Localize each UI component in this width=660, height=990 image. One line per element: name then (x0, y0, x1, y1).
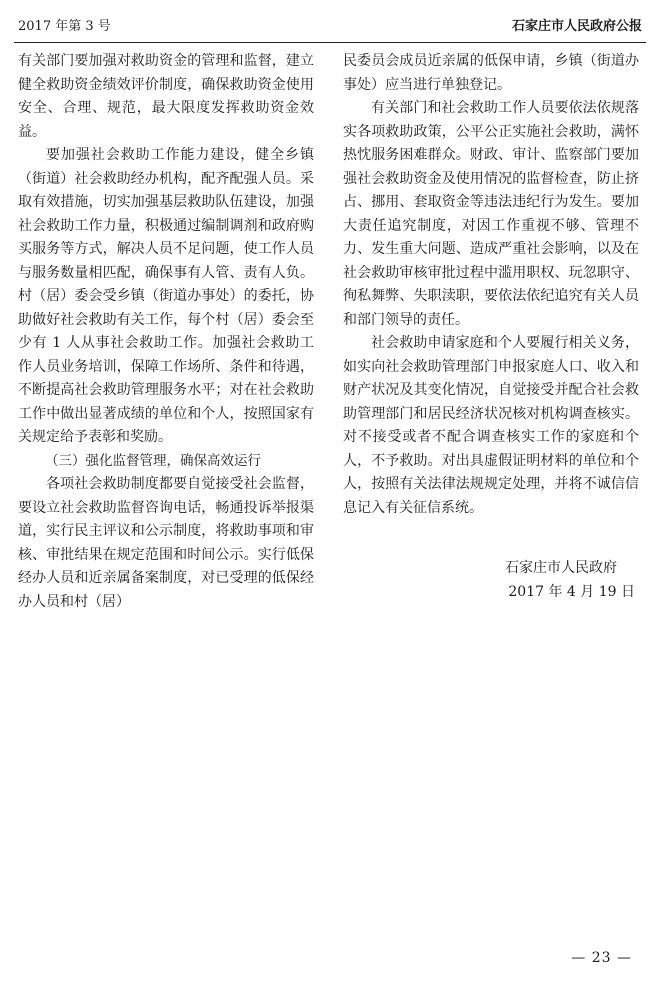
paragraph-continuation: 民委员会成员近亲属的低保申请，乡镇（街道办事处）应当进行单独登记。 (343, 53, 639, 93)
paragraph-social-supervision: 各项社会救助制度都要自觉接受社会监督，要设立社会救助监督咨询电话，畅通投诉举报渠道，实行民主评议和公示制度，将救助事项和审核、审批结果在规定范围和时间公示。实行低保经办人员和近亲属备案制度，对已受理的低保经办人员和村（居） (18, 476, 314, 610)
right-column (343, 50, 639, 604)
signature-block (343, 556, 639, 604)
publication-title: 石家庄市人民政府公报 (511, 19, 642, 34)
page-header (14, 16, 646, 40)
section-heading-supervision: （三）强化监督管理，确保高效运行 (45, 452, 261, 469)
header-rule (14, 42, 646, 43)
left-column (18, 50, 314, 614)
signature-date: 2017 年 4 月 19 日 (508, 584, 635, 600)
paragraph-applicant-obligations: 社会救助申请家庭和个人要履行相关义务，如实向社会救助管理部门申报家庭人口、收入和财产状况及其变化情况，自觉接受并配合社会救助管理部门和居民经济状况核对机构调查核实。对不接受或者不配合调查核实工作的家庭和个人，不予救助。对出具虚假证明材料的单位和个人，按照有关法律法规规定处理，并将不诚信信息记入有关征信系统。 (343, 335, 639, 516)
page-number: — 23 — (571, 950, 632, 966)
paragraph-funds-supervision: 有关部门要加强对救助资金的管理和监督，建立健全救助资金绩效评价制度，确保救助资金使用安全、合理、规范，最大限度发挥救助资金效益。 (18, 53, 314, 140)
signature-authority: 石家庄市人民政府 (505, 560, 617, 576)
paragraph-capacity-building: 要加强社会救助工作能力建设，健全乡镇（街道）社会救助经办机构，配齐配强人员。采取有效措施，切实加强基层救助队伍建设，加强社会救助工作力量，积极通过编制调剂和政府购买服务等方式，解决人员不足问题，使工作人员与服务数量相匹配，确保事有人管、责有人负。村（居）委会受乡镇（街道办事处）的委托，协助做好社会救助有关工作，每个村（居）委会至少有 1 人从事社会救助工作。加强社会救助工作人员业务培训，保障工作场所、条件和待遇，不断提高社会救助管理服务水平；对在社会救助工作中做出显著成绩的单位和个人，按照国家有关规定给予表彰和奖励。 (18, 147, 314, 445)
paragraph-accountability: 有关部门和社会救助工作人员要依法依规落实各项救助政策，公平公正实施社会救助，满怀热忱服务困难群众。财政、审计、监察部门要加强社会救助资金及使用情况的监督检查，防止挤占、挪用、套取资金等违法违纪行为发生。要加大责任追究制度，对因工作重视不够、管理不力、发生重大问题、造成严重社会影响，以及在社会救助审核审批过程中滥用职权、玩忽职守、徇私舞弊、失职渎职，要依法依纪追究有关人员和部门领导的责任。 (343, 100, 639, 328)
issue-label: 2017 年第 3 号 (18, 19, 111, 34)
